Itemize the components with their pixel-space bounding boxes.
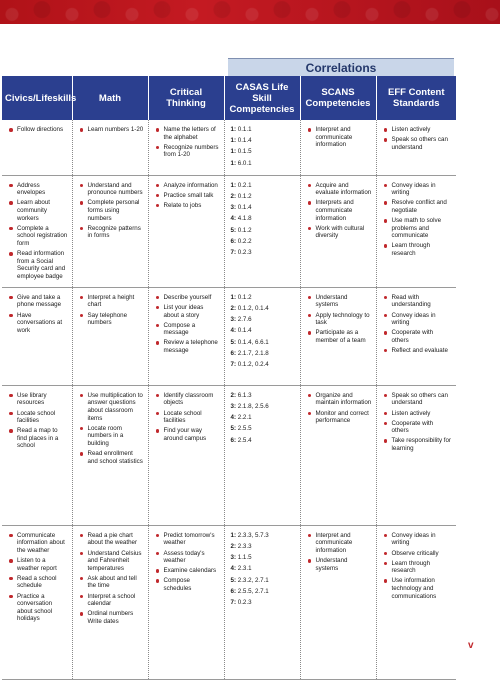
casas-code-value: 2.3.2, 2.7.1 <box>237 576 269 584</box>
cell-math <box>72 120 148 175</box>
casas-code-value: 2.3.3, 5.7.3 <box>237 531 269 539</box>
list-item: Organize and maintain information <box>307 392 372 407</box>
list-item: Read a pie chart about the weather <box>79 532 144 547</box>
casas-code-value: 2.5.5, 2.7.1 <box>237 587 269 595</box>
list-item: Take responsibility for learning <box>383 437 453 452</box>
casas-code-value: 0.1.2, 0.2.4 <box>237 361 269 368</box>
casas-code-value: 0.2.1 <box>237 181 252 189</box>
casas-code <box>231 403 296 411</box>
list-item: Understand Celsius and Fahrenheit temperatures <box>79 550 144 573</box>
cell-civics <box>2 120 72 175</box>
casas-lesson-number: 7: <box>230 361 237 368</box>
list-item: Predict tomorrow's weather <box>155 532 220 547</box>
list-item: List your ideas about a story <box>155 304 220 319</box>
cell-civics <box>2 525 72 679</box>
casas-code-value: 2.1.8, 2.5.6 <box>237 403 269 411</box>
list-item: Use information technology and communications <box>383 577 453 600</box>
bullet-list <box>307 294 372 345</box>
cell-math <box>72 385 148 525</box>
casas-code <box>231 532 296 540</box>
casas-code-value: 2.2.1 <box>237 414 252 422</box>
casas-code-value: 2.5.4 <box>237 436 252 444</box>
casas-lesson-number: 7: <box>230 599 237 606</box>
casas-lesson-number: 6: <box>230 587 237 595</box>
bullet-list <box>383 532 453 600</box>
casas-lesson-number: 6: <box>230 237 237 245</box>
casas-lesson-number: 3: <box>230 554 237 562</box>
casas-code <box>231 565 296 573</box>
list-item: Follow directions <box>8 126 68 134</box>
cell-scans <box>300 120 376 175</box>
bullet-list <box>8 532 68 623</box>
list-item: Say telephone numbers <box>79 312 144 327</box>
casas-lesson-number: 3: <box>230 403 237 411</box>
casas-code <box>231 126 296 134</box>
casas-code <box>231 249 296 257</box>
header-scans: SCANS Competencies <box>300 76 376 120</box>
list-item: Relate to jobs <box>155 202 220 210</box>
casas-code-value: 0.1.4, 6.6.1 <box>237 338 269 346</box>
bullet-list <box>79 392 144 465</box>
casas-lesson-number: 3: <box>230 316 237 324</box>
list-item: Reflect and evaluate <box>383 347 453 355</box>
casas-lesson-number: 1: <box>230 126 237 133</box>
list-item: Listen actively <box>383 126 453 134</box>
casas-code-value: 2.3.1 <box>237 565 252 573</box>
cell-scans <box>300 525 376 679</box>
casas-code <box>231 238 296 246</box>
list-item: Recognize patterns in forms <box>79 225 144 240</box>
cell-casas <box>224 287 300 385</box>
casas-code <box>231 316 296 324</box>
bullet-list <box>307 126 372 149</box>
list-item: Assess today's weather <box>155 550 220 565</box>
casas-code-value: 0.1.5 <box>237 148 252 156</box>
list-item: Convey ideas in writing <box>383 312 453 327</box>
list-item: Name the letters of the alphabet <box>155 126 220 141</box>
list-item: Review a telephone message <box>155 339 220 354</box>
casas-code-value: 2.5.5 <box>237 425 252 433</box>
list-item: Interpret a school calendar <box>79 593 144 608</box>
list-item: Compose schedules <box>155 577 220 592</box>
casas-code <box>231 543 296 551</box>
list-item: Learn through research <box>383 560 453 575</box>
list-item: Analyze information <box>155 182 220 190</box>
casas-code-value: 0.1.2 <box>237 192 252 200</box>
casas-code-value: 6.0.1 <box>237 159 252 167</box>
cell-critical <box>148 175 224 287</box>
list-item: Learn through research <box>383 242 453 257</box>
list-item: Locate school facilities <box>155 410 220 425</box>
header-math: Math <box>72 76 148 120</box>
casas-code <box>231 588 296 596</box>
list-item: Read enrollment and school statistics <box>79 450 144 465</box>
list-item: Use library resources <box>8 392 68 407</box>
casas-code <box>231 577 296 585</box>
table-row <box>2 385 456 525</box>
list-item: Interpret and communicate information <box>307 532 372 555</box>
casas-lesson-number: 2: <box>230 305 237 313</box>
list-item: Read a map to find places in a school <box>8 427 68 450</box>
decorative-top-banner <box>0 0 500 24</box>
list-item: Interpret a height chart <box>79 294 144 309</box>
list-item: Cooperate with others <box>383 420 453 435</box>
list-item: Complete personal forms using numbers <box>79 199 144 222</box>
casas-code-value: 0.2.3 <box>237 599 252 606</box>
casas-lesson-number: 4: <box>230 565 237 573</box>
casas-lesson-number: 1: <box>230 137 237 145</box>
casas-lesson-number: 5: <box>230 576 237 584</box>
list-item: Cooperate with others <box>383 329 453 344</box>
list-item: Examine calendars <box>155 567 220 575</box>
casas-code-value: 2.3.3 <box>237 543 252 551</box>
header-civics: Civics/Lifeskills <box>2 76 72 120</box>
list-item: Interpret and communicate information <box>307 126 372 149</box>
correlations-header: Correlations <box>228 58 454 77</box>
casas-code <box>231 215 296 223</box>
list-item: Participate as a member of a team <box>307 329 372 344</box>
casas-lesson-number: 4: <box>230 414 237 422</box>
list-item: Convey ideas in writing <box>383 532 453 547</box>
casas-code <box>231 160 296 168</box>
casas-code-value: 0.1.2 <box>237 293 252 301</box>
casas-code <box>231 204 296 212</box>
casas-lesson-number: 7: <box>230 248 237 256</box>
casas-lesson-number: 4: <box>230 327 237 335</box>
bullet-list <box>155 532 220 593</box>
list-item: Convey ideas in writing <box>383 182 453 197</box>
cell-civics <box>2 287 72 385</box>
casas-code <box>231 305 296 313</box>
cell-eff <box>376 120 456 175</box>
casas-code-value: 0.1.4 <box>237 204 252 212</box>
casas-code <box>231 392 296 400</box>
list-item: Complete a school registration form <box>8 225 68 248</box>
casas-lesson-number: 2: <box>230 192 237 200</box>
list-item: Use math to solve problems and communicate <box>383 217 453 240</box>
bullet-list <box>307 532 372 572</box>
casas-code-value: 0.1.2, 0.1.4 <box>237 305 269 313</box>
header-eff: EFF Content Standards <box>376 76 456 120</box>
casas-lesson-number: 5: <box>230 425 237 433</box>
cell-eff <box>376 287 456 385</box>
list-item: Locate room numbers in a building <box>79 425 144 448</box>
casas-code-value: 0.1.4 <box>237 137 252 145</box>
casas-code <box>231 350 296 358</box>
bullet-list <box>383 392 453 453</box>
casas-lesson-number: 2: <box>230 391 237 399</box>
casas-code <box>231 294 296 302</box>
cell-math <box>72 175 148 287</box>
table-body <box>2 120 456 679</box>
casas-lesson-number: 1: <box>230 293 237 301</box>
list-item: Practice small talk <box>155 192 220 200</box>
cell-casas <box>224 175 300 287</box>
casas-lesson-number: 1: <box>230 181 237 189</box>
list-item: Listen to a weather report <box>8 557 68 572</box>
casas-code <box>231 599 296 607</box>
bullet-list <box>79 182 144 240</box>
list-item: Understand systems <box>307 294 372 309</box>
cell-civics <box>2 175 72 287</box>
list-item: Compose a message <box>155 322 220 337</box>
casas-code <box>231 227 296 235</box>
list-item: Recognize numbers from 1-20 <box>155 144 220 159</box>
list-item: Practice a conversation about school holidays <box>8 593 68 623</box>
casas-lesson-number: 5: <box>230 338 237 346</box>
list-item: Understand and pronounce numbers <box>79 182 144 197</box>
list-item: Understand systems <box>307 557 372 572</box>
correlations-table <box>2 76 456 680</box>
list-item: Have conversations at work <box>8 312 68 335</box>
list-item: Interprets and communicate information <box>307 199 372 222</box>
bullet-list <box>383 294 453 355</box>
list-item: Observe critically <box>383 550 453 558</box>
list-item: Resolve conflict and negotiate <box>383 199 453 214</box>
list-item: Listen actively <box>383 410 453 418</box>
list-item: Acquire and evaluate information <box>307 182 372 197</box>
casas-code <box>231 414 296 422</box>
bullet-list <box>8 392 68 450</box>
list-item: Read a school schedule <box>8 575 68 590</box>
casas-code-value: 4.1.8 <box>237 215 252 223</box>
casas-code <box>231 182 296 190</box>
bullet-list <box>8 126 68 134</box>
casas-lesson-number: 6: <box>230 349 237 357</box>
casas-code-value: 0.1.1 <box>237 126 252 133</box>
casas-code <box>231 554 296 562</box>
list-item: Communicate information about the weather <box>8 532 68 555</box>
list-item: Identify classroom objects <box>155 392 220 407</box>
casas-code-value: 0.1.2 <box>237 226 252 234</box>
list-item: Read information from a Social Security card and employee badge <box>8 250 68 280</box>
casas-code <box>231 361 296 369</box>
bullet-list <box>79 294 144 327</box>
page-number: v <box>468 640 474 651</box>
list-item: Locate school facilities <box>8 410 68 425</box>
table-row <box>2 120 456 175</box>
cell-eff <box>376 385 456 525</box>
casas-code <box>231 339 296 347</box>
bullet-list <box>155 294 220 355</box>
casas-code-value: 0.1.4 <box>237 327 252 335</box>
list-item: Read with understanding <box>383 294 453 309</box>
table-row <box>2 525 456 679</box>
bullet-list <box>307 182 372 240</box>
casas-code-value: 1.1.5 <box>237 554 252 562</box>
table-header-row <box>2 76 456 120</box>
casas-code-value: 2.1.7, 2.1.8 <box>237 349 269 357</box>
list-item: Ordinal numbers Write dates <box>79 610 144 625</box>
casas-lesson-number: 5: <box>230 226 237 234</box>
casas-lesson-number: 1: <box>230 159 237 167</box>
casas-code-value: 2.7.6 <box>237 316 252 324</box>
casas-code <box>231 137 296 145</box>
list-item: Speak so others can understand <box>383 136 453 151</box>
cell-critical <box>148 525 224 679</box>
casas-code <box>231 437 296 445</box>
cell-scans <box>300 385 376 525</box>
list-item: Address envelopes <box>8 182 68 197</box>
bullet-list <box>8 294 68 334</box>
casas-lesson-number: 4: <box>230 215 237 223</box>
cell-eff <box>376 175 456 287</box>
cell-math <box>72 525 148 679</box>
casas-code <box>231 148 296 156</box>
casas-code <box>231 425 296 433</box>
list-item: Speak so others can understand <box>383 392 453 407</box>
list-item: Work with cultural diversity <box>307 225 372 240</box>
casas-code-value: 0.2.2 <box>237 237 252 245</box>
list-item: Apply technology to task <box>307 312 372 327</box>
bullet-list <box>155 182 220 210</box>
casas-lesson-number: 2: <box>230 543 237 551</box>
cell-math <box>72 287 148 385</box>
casas-code <box>231 327 296 335</box>
list-item: Ask about and tell the time <box>79 575 144 590</box>
bullet-list <box>307 392 372 425</box>
bullet-list <box>79 126 144 134</box>
cell-eff <box>376 525 456 679</box>
casas-lesson-number: 1: <box>230 148 237 156</box>
header-casas: CASAS Life Skill Competencies <box>224 76 300 120</box>
casas-lesson-number: 6: <box>230 436 237 444</box>
casas-lesson-number: 3: <box>230 204 237 212</box>
cell-scans <box>300 175 376 287</box>
list-item: Use multiplication to answer questions about classroom items <box>79 392 144 422</box>
list-item: Find your way around campus <box>155 427 220 442</box>
casas-code <box>231 193 296 201</box>
list-item: Learn numbers 1-20 <box>79 126 144 134</box>
list-item: Learn about community workers <box>8 199 68 222</box>
cell-critical <box>148 385 224 525</box>
cell-critical <box>148 120 224 175</box>
casas-code-value: 6.1.3 <box>237 391 252 399</box>
bullet-list <box>79 532 144 626</box>
cell-scans <box>300 287 376 385</box>
cell-civics <box>2 385 72 525</box>
cell-casas <box>224 120 300 175</box>
header-critical-thinking: Critical Thinking <box>148 76 224 120</box>
bullet-list <box>383 182 453 258</box>
bullet-list <box>8 182 68 281</box>
list-item: Monitor and correct performance <box>307 410 372 425</box>
bullet-list <box>383 126 453 151</box>
cell-critical <box>148 287 224 385</box>
list-item: Describe yourself <box>155 294 220 302</box>
list-item: Give and take a phone message <box>8 294 68 309</box>
casas-lesson-number: 1: <box>230 531 237 539</box>
table-row <box>2 175 456 287</box>
casas-code-value: 0.2.3 <box>237 248 252 256</box>
cell-casas <box>224 385 300 525</box>
bullet-list <box>155 126 220 159</box>
cell-casas <box>224 525 300 679</box>
table-row <box>2 287 456 385</box>
bullet-list <box>155 392 220 443</box>
